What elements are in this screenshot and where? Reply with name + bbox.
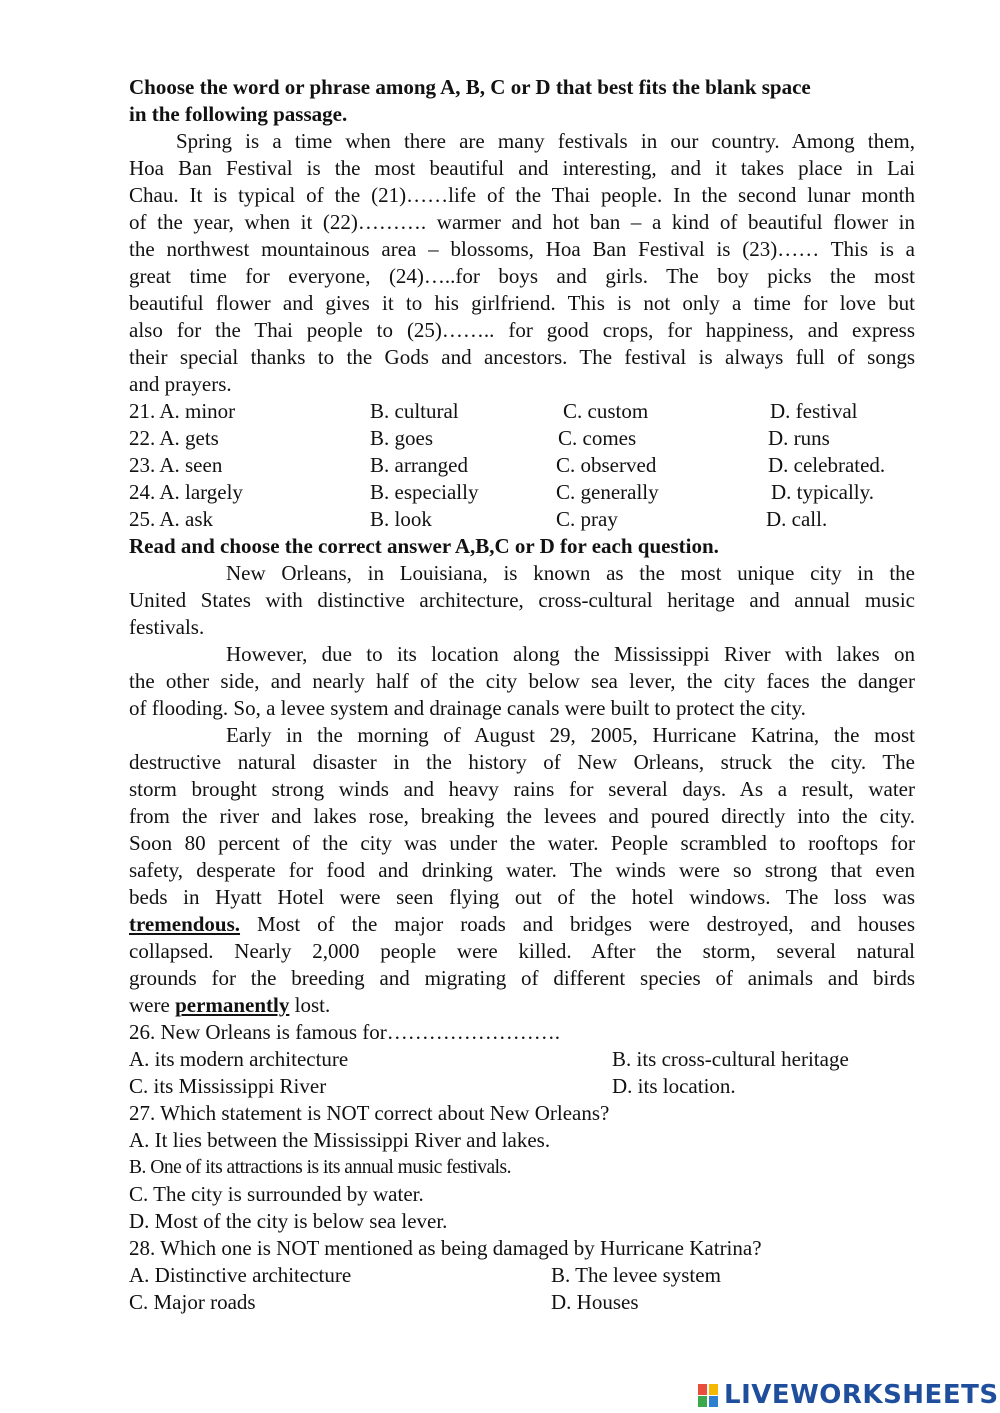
option-c[interactable]: C. comes bbox=[558, 426, 637, 450]
option-c[interactable]: C. observed bbox=[556, 453, 657, 477]
reading-line: collapsed. Nearly 2,000 people were killed. After the storm, several natural bbox=[129, 939, 915, 963]
option-a[interactable]: 22. A. gets bbox=[129, 426, 219, 450]
reading-line-permanently: were permanently lost. bbox=[129, 993, 331, 1017]
option-d[interactable]: D. celebrated. bbox=[768, 453, 886, 477]
question-26-row-2 bbox=[129, 1073, 915, 1100]
reading-line: However, due to its location along the Mississippi River with lakes on bbox=[226, 642, 915, 666]
option-c[interactable]: C. pray bbox=[556, 507, 618, 531]
question-row-25 bbox=[129, 506, 915, 533]
option-a[interactable]: 23. A. seen bbox=[129, 453, 223, 477]
option-d[interactable]: D. festival bbox=[770, 399, 858, 423]
option-a[interactable]: A. It lies between the Mississippi River and lakes. bbox=[129, 1128, 551, 1152]
question-28-row-2 bbox=[129, 1289, 915, 1316]
option-b[interactable]: B. especially bbox=[370, 480, 479, 504]
reading-line: grounds for the breeding and migrating of different species of animals and birds bbox=[129, 966, 915, 990]
section1-title-line-2: in the following passage. bbox=[129, 102, 348, 126]
option-b[interactable]: B. cultural bbox=[370, 399, 459, 423]
reading-line: safety, desperate for food and drinking water. The winds were so strong that even bbox=[129, 858, 915, 882]
reading-line: of flooding. So, a levee system and drainage canals were built to protect the city. bbox=[129, 696, 806, 720]
liveworksheets-logo[interactable] bbox=[698, 1378, 999, 1412]
option-a[interactable]: A. Distinctive architecture bbox=[129, 1263, 352, 1287]
option-d[interactable]: D. Most of the city is below sea lever. bbox=[129, 1209, 448, 1233]
passage-line: also for the Thai people to (25)…….. for good crops, for happiness, and express bbox=[129, 318, 915, 342]
question-26-stem: 26. New Orleans is famous for……………………. bbox=[129, 1020, 561, 1044]
question-row-24 bbox=[129, 479, 915, 506]
option-b[interactable]: B. its cross-cultural heritage bbox=[612, 1047, 849, 1071]
option-d[interactable]: D. Houses bbox=[551, 1290, 639, 1314]
option-b[interactable]: B. One of its attractions is its annual music festivals. bbox=[129, 1157, 511, 1178]
option-b[interactable]: B. goes bbox=[370, 426, 433, 450]
reading-line: destructive natural disaster in the history of New Orleans, struck the city. The bbox=[129, 750, 915, 774]
option-c[interactable]: C. Major roads bbox=[129, 1290, 256, 1314]
reading-line: festivals. bbox=[129, 615, 205, 639]
option-a[interactable]: 25. A. ask bbox=[129, 507, 213, 531]
option-c[interactable]: C. The city is surrounded by water. bbox=[129, 1182, 424, 1206]
reading-line: storm brought strong winds and heavy rains for several days. As a result, water bbox=[129, 777, 915, 801]
option-d[interactable]: D. call. bbox=[766, 507, 828, 531]
option-a[interactable]: 21. A. minor bbox=[129, 399, 236, 423]
reading-line: New Orleans, in Louisiana, is known as the most unique city in the bbox=[226, 561, 915, 585]
question-27-stem: 27. Which statement is NOT correct about New Orleans? bbox=[129, 1101, 610, 1125]
question-28-stem: 28. Which one is NOT mentioned as being damaged by Hurricane Katrina? bbox=[129, 1236, 762, 1260]
question-26-row-1 bbox=[129, 1046, 915, 1073]
passage-line: their special thanks to the Gods and ancestors. The festival is always full of songs bbox=[129, 345, 915, 369]
question-row-22 bbox=[129, 425, 915, 452]
option-c[interactable]: C. custom bbox=[563, 399, 649, 423]
option-c[interactable]: C. generally bbox=[556, 480, 659, 504]
highlighted-word-tremendous: tremendous. bbox=[129, 912, 241, 936]
passage-line: great time for everyone, (24)…..for boys and girls. The boy picks the most bbox=[129, 264, 915, 288]
option-d[interactable]: D. its location. bbox=[612, 1074, 736, 1098]
section1-title-line-1: Choose the word or phrase among A, B, C or D that best fits the blank space bbox=[129, 75, 811, 99]
option-a[interactable]: A. its modern architecture bbox=[129, 1047, 349, 1071]
passage-line: Hoa Ban Festival is the most beautiful and interesting, and it takes place in Lai bbox=[129, 156, 915, 180]
passage-line: and prayers. bbox=[129, 372, 232, 396]
logo-text: LIVEWORKSHEETS bbox=[724, 1380, 999, 1410]
question-28-row-1 bbox=[129, 1262, 915, 1289]
passage-line: Chau. It is typical of the (21)……life of the Thai people. In the second lunar month bbox=[129, 183, 915, 207]
reading-line: United States with distinctive architecture, cross-cultural heritage and annual music bbox=[129, 588, 915, 612]
section2-title: Read and choose the correct answer A,B,C or D for each question. bbox=[129, 534, 719, 558]
option-a[interactable]: 24. A. largely bbox=[129, 480, 243, 504]
reading-line: Early in the morning of August 29, 2005, Hurricane Katrina, the most bbox=[226, 723, 915, 747]
option-d[interactable]: D. typically. bbox=[771, 480, 875, 504]
option-b[interactable]: B. The levee system bbox=[551, 1263, 721, 1287]
reading-line: Soon 80 percent of the city was under the water. People scrambled to rooftops for bbox=[129, 831, 915, 855]
option-b[interactable]: B. look bbox=[370, 507, 432, 531]
passage-line: Spring is a time when there are many festivals in our country. Among them, bbox=[176, 129, 915, 153]
question-row-21 bbox=[129, 398, 915, 425]
highlighted-word-permanently: permanently bbox=[175, 993, 290, 1017]
option-c[interactable]: C. its Mississippi River bbox=[129, 1074, 327, 1098]
option-b[interactable]: B. arranged bbox=[370, 453, 468, 477]
passage-line: beautiful flower and gives it to his girlfriend. This is not only a time for love but bbox=[129, 291, 915, 315]
passage-line: of the year, when it (22)………. warmer and hot ban – a kind of beautiful flower in bbox=[129, 210, 915, 234]
option-d[interactable]: D. runs bbox=[768, 426, 830, 450]
question-row-23 bbox=[129, 452, 915, 479]
liveworksheets-logo-icon bbox=[698, 1382, 720, 1408]
reading-line: the other side, and nearly half of the city below sea lever, the city faces the danger bbox=[129, 669, 915, 693]
passage-line: the northwest mountainous area – blossoms, Hoa Ban Festival is (23)…… This is a bbox=[129, 237, 915, 261]
reading-line: beds in Hyatt Hotel were seen flying out of the hotel windows. The loss was bbox=[129, 885, 915, 909]
worksheet-page bbox=[129, 74, 915, 1316]
reading-line: from the river and lakes rose, breaking the levees and poured directly into the city. bbox=[129, 804, 915, 828]
reading-line-tremendous: tremendous. Most of the major roads and bridges were destroyed, and houses bbox=[129, 912, 915, 936]
